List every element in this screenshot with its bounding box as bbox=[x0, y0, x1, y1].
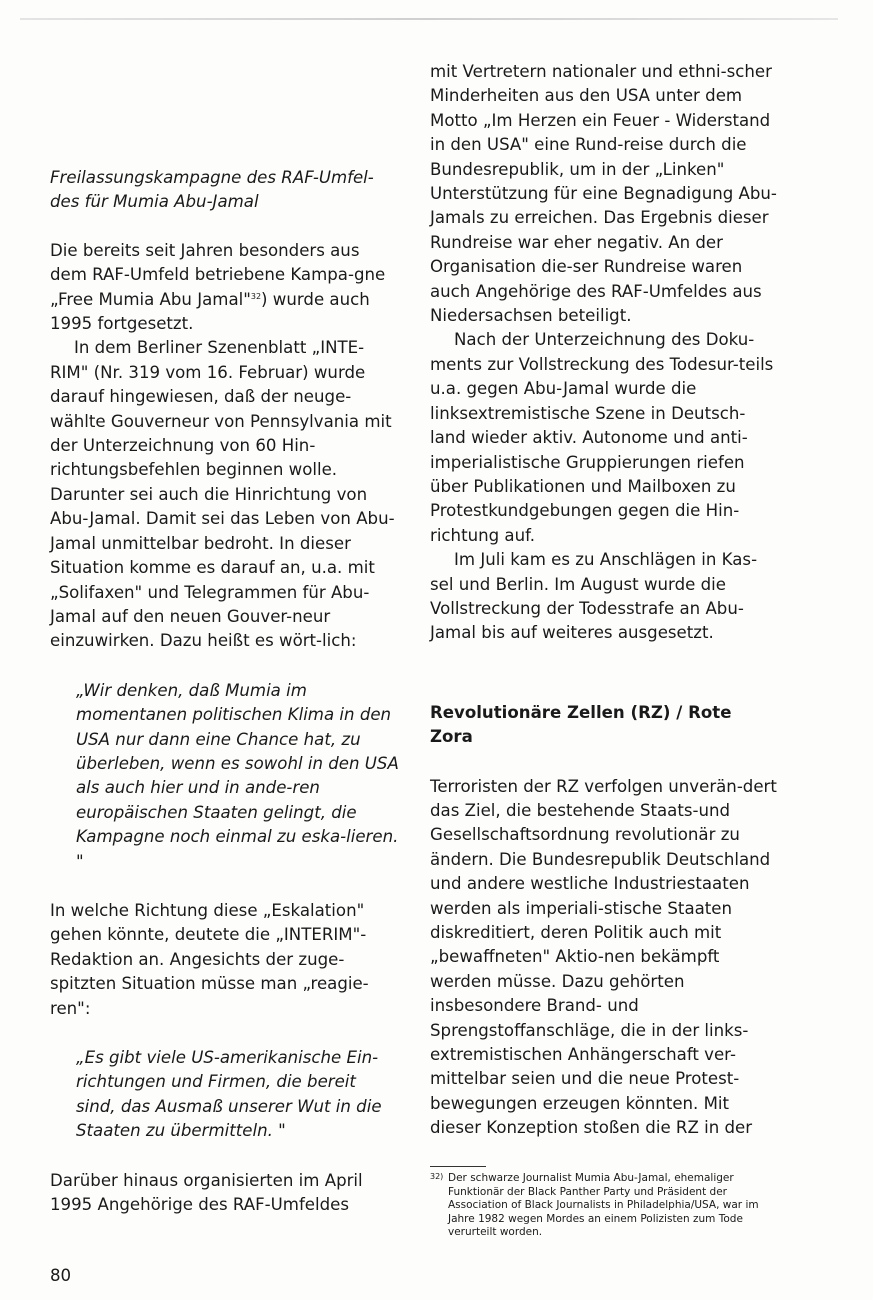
right-paragraph-4: Terroristen der RZ verfolgen unverän-dert das Ziel, die bestehende Staats-und Gesellschaftsordnung revolutionär zu ändern. Die Bundesrepublik Deutschland und andere westliche Industriestaaten werden als imperiali-stische Staaten diskreditiert, deren Politik auch mit „bewaffneten" Aktio-nen bekämpft werden müsse. Dazu gehörten insbesondere Brand- und Sprengstoffanschläge, die in der links-extremistischen Anhängerschaft ver-mittelbar seien und die neue Protest-bewegungen erzeugen könnten. Mit dieser Konzeption stoßen die RZ in der bbox=[430, 776, 777, 1138]
quote-1: „Wir denken, daß Mumia im momentanen politischen Klima in den USA nur dann eine Chance hat, zu überleben, wenn es sowohl in den USA als auch hier und in ande-ren europäischen Staaten gelingt, die Kampagne noch einmal zu eska-lieren. " bbox=[76, 680, 399, 871]
footnote-ref: 32 bbox=[250, 291, 262, 301]
right-column bbox=[430, 60, 780, 1141]
paragraph-1-text-end: ) wurde auch 1995 fortgesetzt. bbox=[50, 289, 370, 334]
section-heading: Revolutionäre Zellen (RZ) / Rote Zora bbox=[430, 702, 732, 747]
right-paragraph-3: Im Juli kam es zu Anschlägen in Kas-sel und Berlin. Im August wurde die Vollstreckung der Todesstrafe an Abu-Jamal bis auf weiteres ausgesetzt. bbox=[430, 550, 758, 643]
top-rule bbox=[20, 18, 838, 20]
paragraph-4: Darüber hinaus organisierten im April 1995 Angehörige des RAF-Umfeldes bbox=[50, 1170, 363, 1215]
footnote-marker: 32) bbox=[430, 1172, 444, 1181]
page-number: 80 bbox=[50, 1266, 72, 1285]
paragraph-2: In dem Berliner Szenenblatt „INTE-RIM" (Nr. 319 vom 16. Februar) wurde darauf hingewiesen, daß der neuge-wählte Gouverneur von Pennsylvania mit der Unterzeichnung von 60 Hin-richtungsbefehlen beginnen wolle. Darunter sei auch die Hinrichtung von Abu-Jamal. Damit sei das Leben von Abu-Jamal unmittelbar bedroht. In dieser Situation komme es darauf an, u.a. mit „Solifaxen" und Telegrammen für Abu-Jamal auf den neuen Gouver-neur einzuwirken. Dazu heißt es wört-lich: bbox=[50, 338, 395, 651]
footnote bbox=[430, 1172, 780, 1240]
right-paragraph-2: Nach der Unterzeichnung des Doku-ments zur Vollstreckung des Todesur-teils u.a. gegen Abu-Jamal wurde die linksextremistische Szene in Deutsch-land wieder aktiv. Autonome und anti-imperialistische Gruppierungen riefen über Publikationen und Mailboxen zu Protestkundgebungen gegen die Hin-richtung auf. bbox=[430, 330, 774, 545]
paragraph-1-text: Die bereits seit Jahren besonders aus dem RAF-Umfeld betriebene Kampa-gne „Free Mumia Abu Jamal" bbox=[50, 240, 386, 309]
quote-2: „Es gibt viele US-amerikanische Ein-richtungen und Firmen, die bereit sind, das Ausmaß unserer Wut in die Staaten zu übermitteln. " bbox=[76, 1048, 382, 1141]
left-column bbox=[50, 166, 400, 1217]
footnote-text: Der schwarze Journalist Mumia Abu-Jamal, ehemaliger Funktionär der Black Panther Party und Präsident der Association of Black Journalists in Philadelphia/USA, war im Jahre 1982 wegen Mordes an einem Polizisten zum Tode verurteilt worden. bbox=[448, 1172, 759, 1238]
paragraph-3: In welche Richtung diese „Eskalation" gehen könnte, deutete die „INTERIM"-Redaktion an. Angesichts der zuge-spitzten Situation müsse man „reagie-ren": bbox=[50, 900, 369, 1018]
right-paragraph-1: mit Vertretern nationaler und ethni-scher Minderheiten aus den USA unter dem Motto „Im Herzen ein Feuer - Widerstand in den USA" eine Rund-reise durch die Bundesrepublik, um in der „Linken" Unterstützung für eine Begnadigung Abu-Jamals zu erreichen. Das Ergebnis dieser Rundreise war eher negativ. An der Organisation die-ser Rundreise waren auch Angehörige des RAF-Umfeldes aus Niedersachsen beteiligt. bbox=[430, 62, 777, 326]
section-kicker: Freilassungskampagne des RAF-Umfel-des für Mumia Abu-Jamal bbox=[50, 168, 374, 212]
footnote-rule bbox=[430, 1166, 486, 1167]
paragraph-1 bbox=[50, 239, 400, 337]
